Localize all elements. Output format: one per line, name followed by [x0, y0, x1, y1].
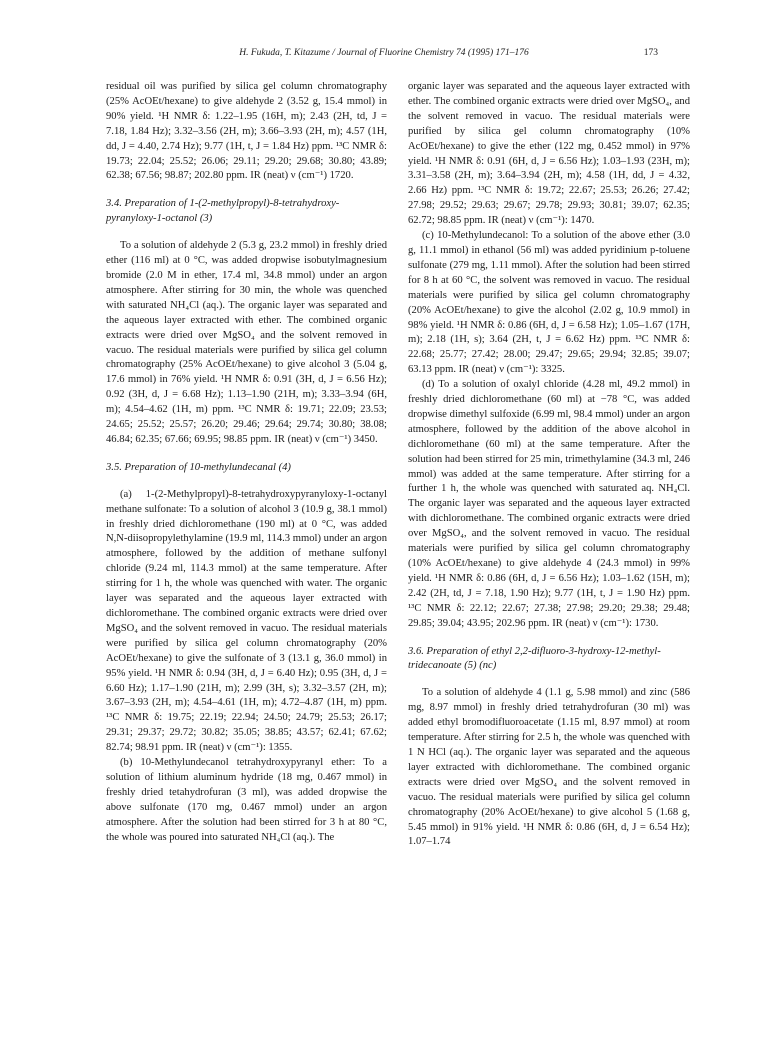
paragraph-aldehyde-2-purification: residual oil was purified by silica gel column chromatography (25% AcOEt/hexane) to give aldehyde 2 (3.52 g, 15.4 mmol) in 90% yield. ¹H NMR δ: 1.22–1.95 (16H, m); 2.43 (2H, td, J = 7.18, 1.84 Hz); 3.32–3.56 (2H, m); 3.66–3.93 (2H, m); 4.57 (1H, dd, J = 4.40, 2.74 Hz); 9.77 (1H, t, J = 1.84 Hz) ppm. ¹³C NMR δ: 19.73; 22.04; 25.52; 26.06; 29.11; 29.20; 29.68; 30.80; 43.89; 62.38; 67.56; 98.87; 202.80 ppm. IR (neat) ν (cm⁻¹) 1720. [106, 81, 387, 182]
right-column [408, 80, 690, 850]
paragraph-sulfonate: (a) 1-(2-Methylpropyl)-8-tetrahydroxypyranyloxy-1-octanyl methane sulfonate: To a solution of alcohol 3 (10.9 g, 38.1 mmol) in freshly dried dichloromethane (190 ml) at 0 °C, was added N,N-diisopropylethylamine (19.9 ml, 114.3 mmol) under an argon atmosphere, followed by the addition of methane sulfonyl chloride (9.24 ml, 114.3 mmol) at the same temperature. After stirring for 1 h, the whole was quenched with water. The organic layer was separated and the aqueous layer extracted with dichloromethane. The combined organic extracts were dried over MgSO₄ and the solvent removed in vacuo. The residual materials were purified by silica gel column chromatography (20% AcOEt/hexane) to give the sulfonate of 3 (13.1 g, 36.0 mmol) in 95% yield. ¹H NMR δ: 0.94 (3H, d, J = 6.40 Hz); 0.95 (3H, d, J = 6.60 Hz); 1.17–1.90 (21H, m); 2.99 (3H, s); 3.32–3.57 (2H, m); 3.67–3.93 (2H, m); 4.54–4.61 (1H, m); 4.72–4.87 (1H, m) ppm. ¹³C NMR δ: 19.75; 22.19; 22.94; 24.50; 24.79; 25.53; 26.17; 29.31; 29.37; 29.72; 30.82; 35.05; 38.85; 43.57; 62.41; 67.62; 82.74; 98.91 ppm. IR (neat) ν (cm⁻¹): 1355. [106, 488, 387, 754]
running-title: H. Fukuda, T. Kitazume / Journal of Fluorine Chemistry 74 (1995) 171–176 [239, 48, 529, 58]
left-column [106, 80, 387, 846]
section-heading-3-4: 3.4. Preparation of 1-(2-methylpropyl)-8-tetrahydroxy-pyranyloxy-1-octanol (3) [106, 198, 340, 225]
section-heading-3-6: 3.6. Preparation of ethyl 2,2-difluoro-3-hydroxy-12-methyl-tridecanoate (5) (nc) [408, 645, 661, 672]
paragraph-alcohol-5: To a solution of aldehyde 4 (1.1 g, 5.98 mmol) and zinc (586 mg, 8.97 mmol) in freshly dried tetrahydrofuran (30 ml) was added ethyl bromodifluoroacetate (1.15 ml, 8.97 mmol) at room temperature. After stirring for 2.5 h, the whole was quenched with 1 N HCl (aq.). The organic layer was separated and the aqueous layer extracted with dichloromethane. The combined organic extracts were dried over MgSO₄ and the solvent removed in vacuo. The residual materials were purified by silica gel column chromatography (20% AcOEt/hexane) to give alcohol 5 (1.68 g, 5.45 mmol) in 91% yield. ¹H NMR δ: 0.86 (6H, d, J = 6.54 Hz); 1.07–1.74 [408, 687, 690, 848]
paragraph-ether-continued: organic layer was separated and the aqueous layer extracted with ether. The combined organic extracts were dried over MgSO₄, and the solvent removed in vacuo. The residual materials were purified by silica gel column chromatography (10% AcOEt/hexane) to give the ether (122 mg, 0.452 mmol) in 97% yield. ¹H NMR δ: 0.91 (6H, d, J = 6.56 Hz); 1.03–1.93 (23H, m); 3.31–3.58 (2H, m); 3.64–3.94 (2H, m); 4.58 (1H, dd, J = 4.32, 2.66 Hz) ppm. ¹³C NMR δ: 19.72; 22.67; 25.53; 26.26; 27.42; 27.98; 29.52; 29.63; 29.67; 29.78; 29.93; 30.81; 39.07; 62.35; 62.72; 98.85 ppm. IR (neat) ν (cm⁻¹): 1470. [408, 81, 690, 227]
paragraph-alcohol-3: To a solution of aldehyde 2 (5.3 g, 23.2 mmol) in freshly dried ether (116 ml) at 0 °C, was added dropwise isobutylmagnesium bromide (2.0 M in ether, 17.4 ml, 34.8 mmol) under an argon atmosphere. After stirring for 30 min, the whole was quenched with saturated NH₄Cl (aq.). The organic layer was separated and the aqueous layer extracted with ether. The combined organic extracts were dried over MgSO₄ and the solvent removed in vacuo. The residual materials were purified by silica gel column chromatography (25% AcOEt/hexane) to give alcohol 3 (5.04 g, 17.6 mmol) in 76% yield. ¹H NMR δ: 0.91 (3H, d, J = 6.56 Hz); 0.92 (3H, d, J = 6.68 Hz); 1.13–1.90 (21H, m); 3.33–3.94 (6H, m); 4.54–4.62 (1H, m) ppm. ¹³C NMR δ: 19.71; 22.09; 23.53; 24.65; 25.52; 25.57; 26.20; 29.46; 29.64; 29.74; 30.80; 38.08; 46.84; 62.35; 67.66; 69.95; 98.85 ppm. IR (neat) ν (cm⁻¹) 3450. [106, 240, 387, 445]
section-heading-3-5: 3.5. Preparation of 10-methylundecanal (4) [106, 461, 291, 473]
paragraph-swern-oxidation: (d) To a solution of oxalyl chloride (4.28 ml, 49.2 mmol) in freshly dried dichloromethane (60 ml) at −78 °C, was added dropwise dimethyl sulfoxide (6.99 ml, 98.4 mmol) under an argon atmosphere, followed by the addition of the above alcohol in dichloromethane (60 ml) at the same temperature. After the solution had been stirred for 25 min, trimethylamine (34.3 ml, 246 mmol) was added at the same temperature. After stirring for a further 1 h, the whole was quenched with saturated aq. NH₄Cl. The organic layer was separated and the aqueous layer extracted with dichloromethane. The combined organic extracts were dried over MgSO₄, and the solvent removed in vacuo. The residual materials were purified by silica gel column chromatography (10% AcOEt/hexane) to give aldehyde 4 (24.3 mmol) in 99% yield. ¹H NMR δ: 0.86 (6H, d, J = 6.56 Hz); 1.03–1.62 (15H, m); 2.42 (2H, td, J = 7.18, 1.90 Hz); 9.77 (1H, t, J = 1.90 Hz) ppm. ¹³C NMR δ: 22.12; 22.67; 27.38; 27.98; 29.20; 29.38; 29.48; 29.85; 39.04; 43.95; 202.96 ppm. IR (neat) ν (cm⁻¹): 1730. [408, 379, 690, 629]
paragraph-ether: (b) 10-Methylundecanol tetrahydroxypyranyl ether: To a solution of lithium aluminum hydride (18 mg, 0.467 mmol) in freshly dried tetahydrofuran (3 ml), was added dropwise the above sulfonate (170 mg, 0.467 mmol) under an argon atmosphere. After the solution had been stirred for 3 h at 80 °C, the whole was poured into saturated NH₄Cl (aq.). The [106, 757, 387, 843]
page-number: 173 [643, 48, 658, 58]
running-header [0, 48, 768, 64]
paragraph-methylundecanol: (c) 10-Methylundecanol: To a solution of the above ether (3.0 g, 11.1 mmol) in ethanol (56 ml) was added pyridinium p-toluene sulfonate (279 mg, 1.11 mmol). After the solution had been stirred for 8 h at 60 °C, the solvent was removed in vacuo. The residual materials were purified by silica gel column chromatography (20% AcOEt/hexane) to give the alcohol (2.02 g, 10.9 mmol) in 98% yield. ¹H NMR δ: 0.86 (6H, d, J = 6.58 Hz); 1.05–1.67 (17H, m); 2.18 (1H, s); 3.64 (2H, t, J = 6.62 Hz) ppm. ¹³C NMR δ: 22.68; 25.77; 27.42; 28.00; 29.47; 29.65; 29.94; 32.85; 39.07; 63.13 ppm. IR (neat) ν (cm⁻¹): 3325. [408, 230, 690, 376]
